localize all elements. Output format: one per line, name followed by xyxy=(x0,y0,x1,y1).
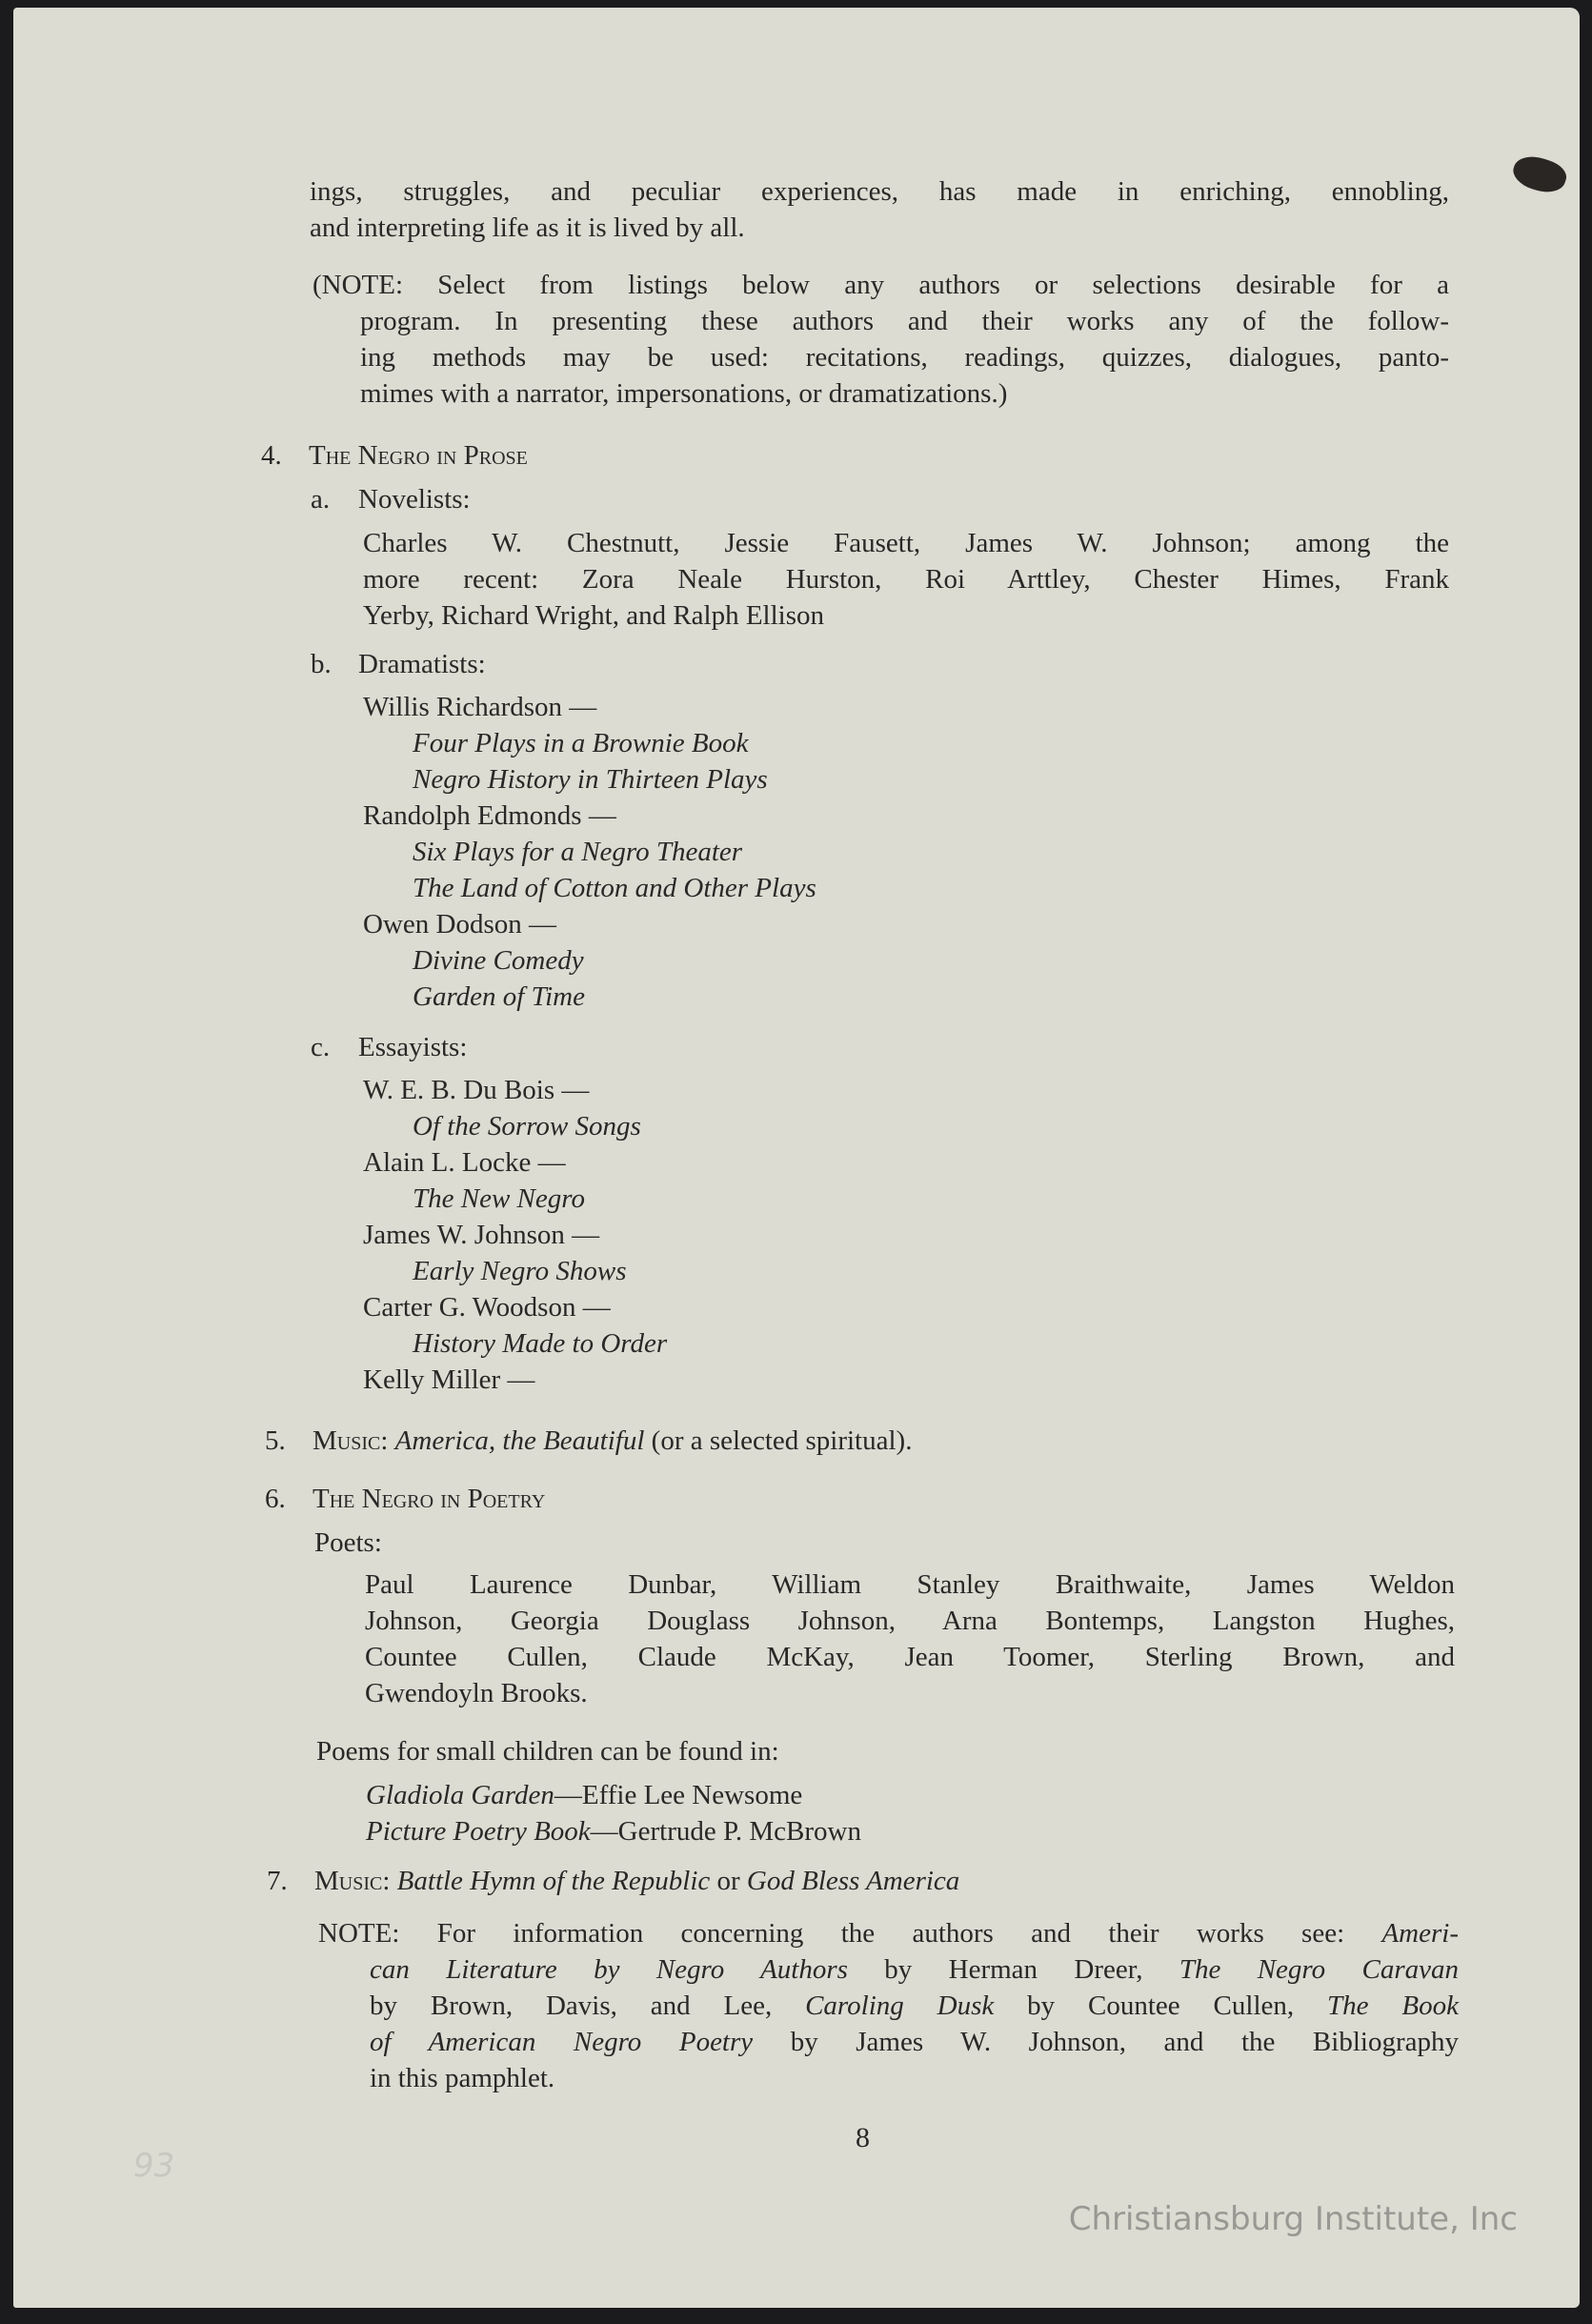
section-number: 6. xyxy=(265,1484,286,1514)
intro-line: ings, struggles, and peculiar experiences, has made in enriching, ennobling, xyxy=(310,176,1449,207)
children-poems-label: Poems for small children can be found in: xyxy=(316,1736,779,1767)
pencil-mark: 93 xyxy=(133,2147,175,2185)
novelists-line: Charles W. Chestnutt, Jessie Fausett, James W. Johnson; among the xyxy=(363,528,1449,558)
author-name: Owen Dodson — xyxy=(363,909,556,940)
work-title: Six Plays for a Negro Theater xyxy=(413,837,743,867)
section-title: The Negro in Prose xyxy=(309,440,528,471)
note-text: by James W. Johnson, and the Bibliography xyxy=(753,2027,1459,2057)
section-7-music xyxy=(267,1863,959,1899)
music-label: Music xyxy=(314,1866,383,1896)
book-title: Caroling Dusk xyxy=(805,1991,995,2021)
music-label: Music xyxy=(312,1425,381,1456)
author-name: Alain L. Locke — xyxy=(363,1147,566,1178)
book-author: —Gertrude P. McBrown xyxy=(590,1816,861,1847)
bibliography-note xyxy=(318,1915,1459,2096)
note-text: by Brown, Davis, and Lee, xyxy=(370,1991,806,2021)
book-title: Picture Poetry Book xyxy=(366,1816,591,1847)
note-text: by Herman Dreer, xyxy=(847,1954,1179,1985)
work-title: Early Negro Shows xyxy=(413,1256,627,1286)
book-title: Ameri- xyxy=(1381,1918,1459,1949)
intro-paragraph xyxy=(310,173,1449,246)
section-title: The Negro in Poetry xyxy=(312,1484,546,1514)
work-title: Garden of Time xyxy=(413,981,585,1012)
author-name: Willis Richardson — xyxy=(363,692,597,722)
book-title: can Literature by Negro Authors xyxy=(370,1954,848,1985)
essayists-heading xyxy=(311,1029,467,1065)
work-title: Four Plays in a Brownie Book xyxy=(413,728,749,758)
program-note xyxy=(312,267,1449,412)
poets-line: Johnson, Georgia Douglass Johnson, Arna Bontemps, Langston Hughes, xyxy=(365,1606,1455,1636)
book-title: The Book xyxy=(1327,1991,1459,2021)
song-title: Battle Hymn of the Republic xyxy=(396,1866,711,1896)
children-poems-heading xyxy=(316,1733,779,1769)
note-line: (NOTE: Select from listings below any authors or selections desirable for a xyxy=(312,270,1449,300)
section-number: 4. xyxy=(261,440,282,471)
work-title: The New Negro xyxy=(413,1183,585,1214)
author-name: Kelly Miller — xyxy=(363,1364,535,1395)
novelists-list xyxy=(363,525,1449,634)
note-line xyxy=(318,1951,1459,1988)
note-line: ing methods may be used: recitations, readings, quizzes, dialogues, panto- xyxy=(360,342,1449,373)
author-name: Randolph Edmonds — xyxy=(363,800,616,831)
intro-line: and interpreting life as it is lived by all. xyxy=(310,212,745,243)
author-name: Carter G. Woodson — xyxy=(363,1292,611,1323)
section-4-heading xyxy=(261,437,528,474)
poets-list xyxy=(365,1566,1455,1711)
poets-line: Paul Laurence Dunbar, William Stanley Braithwaite, James Weldon xyxy=(365,1569,1455,1600)
song-note: (or a selected spiritual). xyxy=(644,1425,913,1456)
novelists-line: Yerby, Richard Wright, and Ralph Ellison xyxy=(363,600,825,631)
item-label: a. xyxy=(311,484,331,515)
dramatists-list xyxy=(363,689,816,1015)
poets-line: Gwendoyln Brooks. xyxy=(365,1678,588,1708)
book-entry xyxy=(366,1813,861,1849)
item-label: c. xyxy=(311,1032,331,1062)
note-line: in this pamphlet. xyxy=(370,2063,555,2093)
section-number: 7. xyxy=(267,1866,288,1896)
section-6-heading xyxy=(265,1481,545,1517)
section-number: 5. xyxy=(265,1425,286,1456)
author-name: W. E. B. Du Bois — xyxy=(363,1075,590,1105)
work-title: Negro History in Thirteen Plays xyxy=(413,764,768,795)
watermark: Christiansburg Institute, Inc xyxy=(1068,2200,1518,2238)
poets-line: Countee Cullen, Claude McKay, Jean Toomer, Sterling Brown, and xyxy=(365,1642,1455,1672)
book-title: The Negro Caravan xyxy=(1179,1954,1459,1985)
note-line xyxy=(318,1915,1459,1951)
item-heading: Novelists: xyxy=(358,484,471,515)
work-title: History Made to Order xyxy=(413,1328,668,1359)
novelists-line: more recent: Zora Neale Hurston, Roi Arttley, Chester Himes, Frank xyxy=(363,564,1449,595)
book-title: Gladiola Garden xyxy=(366,1780,554,1810)
item-label: b. xyxy=(311,649,332,679)
children-books-list xyxy=(366,1777,861,1849)
section-5-music xyxy=(265,1423,912,1459)
dramatists-heading xyxy=(311,646,486,682)
item-heading: Dramatists: xyxy=(358,649,486,679)
author-name: James W. Johnson — xyxy=(363,1220,600,1250)
essayists-list xyxy=(363,1072,667,1398)
work-title: The Land of Cotton and Other Plays xyxy=(413,873,816,903)
poets-label: Poets: xyxy=(314,1527,382,1558)
book-entry xyxy=(366,1777,861,1813)
note-line xyxy=(318,2024,1459,2060)
colon: : xyxy=(382,1866,397,1896)
note-line: mimes with a narrator, impersonations, or dramatizations.) xyxy=(360,378,1008,409)
colon: : xyxy=(380,1425,395,1456)
item-heading: Essayists: xyxy=(358,1032,468,1062)
book-title: of American Negro Poetry xyxy=(370,2027,754,2057)
note-line xyxy=(318,1988,1459,2024)
page-number: 8 xyxy=(856,2122,870,2153)
note-line: program. In presenting these authors and their works any of the follow- xyxy=(360,306,1449,336)
book-author: —Effie Lee Newsome xyxy=(554,1780,803,1810)
song-title: America, the Beautiful xyxy=(394,1425,645,1456)
novelists-heading xyxy=(311,481,471,517)
conjunction: or xyxy=(710,1866,747,1896)
work-title: Divine Comedy xyxy=(413,945,584,976)
work-title: Of the Sorrow Songs xyxy=(413,1111,641,1142)
poets-heading xyxy=(314,1525,382,1561)
note-text: NOTE: For information concerning the authors and their works see: xyxy=(318,1918,1382,1949)
note-text: by Countee Cullen, xyxy=(994,1991,1328,2021)
song-title: God Bless America xyxy=(746,1866,960,1896)
